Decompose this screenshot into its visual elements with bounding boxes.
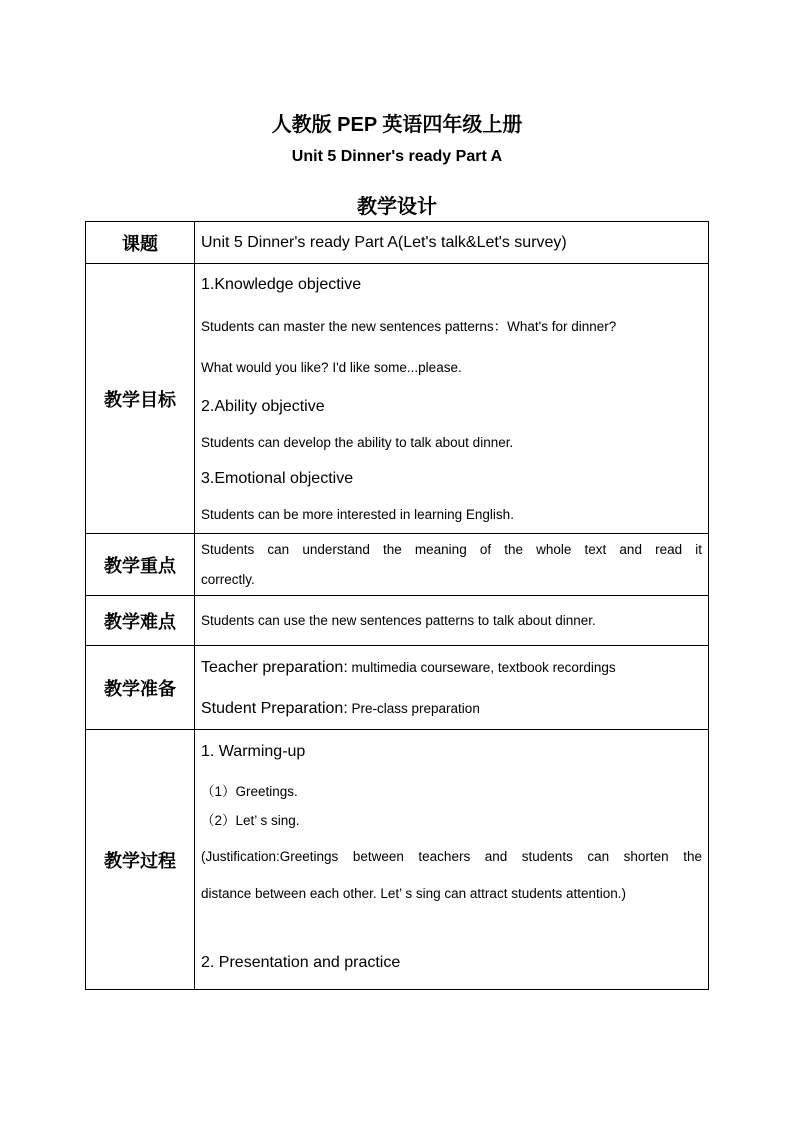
objectives-label: 教学目标 xyxy=(86,264,195,534)
lesson-plan-table xyxy=(85,221,709,990)
table-row-preparation xyxy=(86,646,709,730)
emotional-heading: 3.Emotional objective xyxy=(201,470,354,487)
emotional-line: Students can be more interested in learning English. xyxy=(201,507,514,522)
knowledge-line-2: What would you like? I'd like some...please. xyxy=(201,360,462,375)
key-points-line-1: Students can understand the meaning of the whole text and read it xyxy=(201,541,702,557)
justification-line-2: distance between each other. Let’ s sing can attract students attention.) xyxy=(201,886,627,901)
table-row-objectives xyxy=(86,264,709,534)
table-row-topic xyxy=(86,222,709,264)
warmup-step-1: （1）Greetings. xyxy=(201,784,298,799)
presentation-heading: 2. Presentation and practice xyxy=(201,954,401,971)
topic-label: 课题 xyxy=(86,222,195,264)
preparation-label: 教学准备 xyxy=(86,646,195,730)
document-title: 人教版 PEP 英语四年级上册 xyxy=(271,114,523,136)
preparation-cell xyxy=(195,646,709,730)
teacher-preparation-value: multimedia courseware, textbook recordings xyxy=(347,659,616,675)
teacher-preparation-label: Teacher preparation: xyxy=(201,658,348,676)
warmup-step-2: （2）Let’ s sing. xyxy=(201,813,300,828)
table-row-key-points xyxy=(86,534,709,596)
student-preparation-value: Pre-class preparation xyxy=(347,700,480,716)
document-subtitle: Unit 5 Dinner's ready Part A xyxy=(291,148,503,165)
key-points-line-2: correctly. xyxy=(201,571,255,587)
difficult-points-label: 教学难点 xyxy=(86,596,195,646)
ability-line: Students can develop the ability to talk about dinner. xyxy=(201,435,514,450)
table-row-difficult-points xyxy=(86,596,709,646)
knowledge-line-1: Students can master the new sentences patterns：What's for dinner? xyxy=(201,319,617,334)
knowledge-heading: 1.Knowledge objective xyxy=(201,276,362,293)
justification-line-1: (Justification:Greetings between teachers and students can shorten the xyxy=(201,849,702,864)
process-cell xyxy=(195,730,709,990)
difficult-points-value: Students can use the new sentences patterns to talk about dinner. xyxy=(195,596,709,646)
warmup-heading: 1. Warming-up xyxy=(201,743,306,760)
process-label: 教学过程 xyxy=(86,730,195,990)
objectives-cell xyxy=(195,264,709,534)
topic-value: Unit 5 Dinner's ready Part A(Let's talk&Let's survey) xyxy=(195,222,709,264)
ability-heading: 2.Ability objective xyxy=(201,398,325,415)
key-points-cell xyxy=(195,534,709,596)
student-preparation-label: Student Preparation: xyxy=(201,699,348,717)
document-section-title: 教学设计 xyxy=(357,196,437,218)
key-points-label: 教学重点 xyxy=(86,534,195,596)
table-row-process xyxy=(86,730,709,990)
